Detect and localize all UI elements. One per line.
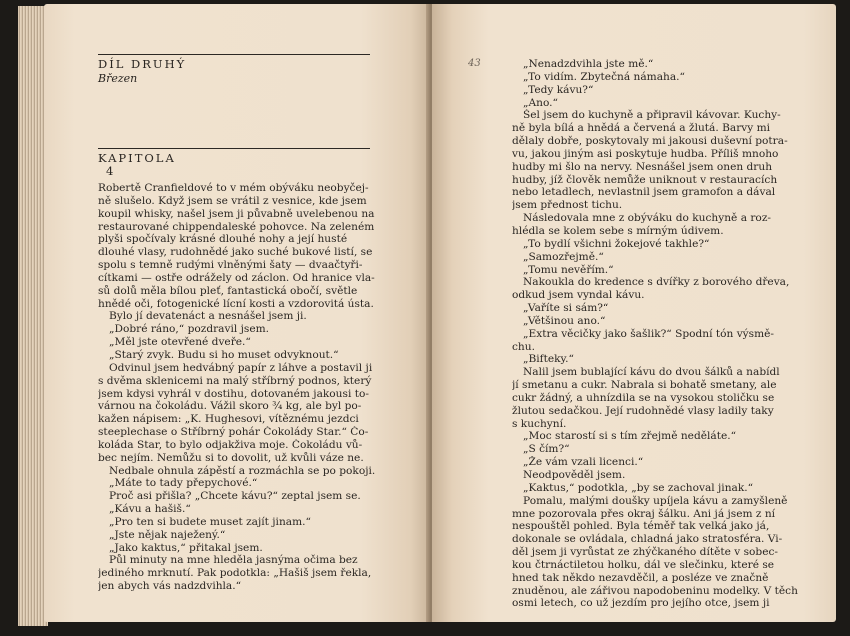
text-line: s kuchyní. (512, 417, 567, 430)
text-line: kou čtrnáctiletou holku, dál ve slečinku, které se (512, 558, 775, 571)
text-line: hnědé oči, fotogenické lícní kosti a vzdorovitá ústa. (98, 297, 374, 310)
right-body-text (512, 58, 812, 610)
text-line: znuděnou, ale zářivou napodobeninu modelky. V těch (512, 584, 798, 597)
text-line: „Ano.“ (523, 96, 558, 109)
text-line: „Kaktus,“ podotkla, „by se zachoval jinak.“ (523, 481, 754, 494)
text-line: Odvinul jsem hedvábný papír z láhve a postavil ji (109, 361, 373, 374)
text-line: „Vaříte si sám?“ (523, 302, 609, 315)
text-line: mne pozorovala přes okraj šálku. Ani já jsem z ní (512, 507, 776, 520)
text-line: „Bifteky.“ (523, 353, 574, 366)
text-line: „Samozřejmě.“ (523, 250, 604, 263)
left-body-text (98, 182, 420, 593)
text-line: Nedbale ohnula zápěstí a rozmáchla se po pokoji. (109, 464, 376, 477)
part-title: DÍL DRUHÝ (98, 57, 187, 71)
text-line: Pomalu, malými doušky upíjela kávu a zamyšleně (523, 494, 788, 507)
text-line: sů dolů měla bílou pleť, fantastická obočí, světle (98, 284, 358, 297)
chapter-number: 4 (106, 164, 114, 178)
text-line: Nakoukla do kredence s dvířky z borového dřeva, (523, 276, 790, 289)
text-line: hned tak někdo nezavděčil, a posléze ve značně (512, 571, 769, 584)
text-line: Neodpověděl jsem. (523, 469, 626, 481)
text-line: „Že vám vzali licenci.“ (523, 456, 644, 469)
text-line: odkud jsem vyndal kávu. (512, 289, 645, 302)
text-line: „Tedy kávu?“ (523, 83, 594, 96)
text-line: „Extra věcičky jako šašlik?“ Spodní tón výsmě- (523, 327, 774, 340)
text-line: ně slušelo. Když jsem se vrátil z vesnice, kde jsem (98, 194, 367, 207)
text-line: restaurované chippendaleské pohovce. Na zeleném (98, 220, 375, 233)
text-line: jí smetanu a cukr. Nabrala si bohatě smetany, ale (512, 379, 777, 392)
text-line: „Většinou ano.“ (523, 314, 606, 327)
text-line: „Nenadzdvihla jste mě.“ (523, 58, 654, 70)
page-number: 43 (468, 58, 481, 69)
text-line: „Máte to tady přepychové.“ (109, 477, 258, 490)
text-line: kažen nápisem: „K. Hughesovi, vítěznému jezdci (98, 413, 359, 426)
text-line: „Tomu nevěřím.“ (523, 263, 614, 276)
text-line: vu, jakou jiným asi poskytuje hudba. Příliš mnoho (512, 147, 779, 160)
text-line: „To bydlí všichni žokejové takhle?“ (523, 237, 710, 250)
text-line: hudby mi šlo na nervy. Nesnášel jsem onen druh (512, 160, 773, 173)
text-line: „Starý zvyk. Budu si ho muset odvyknout.“ (109, 348, 339, 361)
text-line: „S čím?“ (523, 443, 570, 456)
text-line: Šel jsem do kuchyně a připravil kávovar. Kuchy- (523, 109, 781, 122)
text-line: dlouhé vlasy, rudohnědé jako suché bukové listí, se (98, 246, 373, 259)
text-line: „Jste nějak naježený.“ (109, 528, 226, 541)
text-line: žlutou sedačkou. Její rudohnědé vlasy ladily taky (512, 404, 774, 417)
text-line: várnou na čokoládu. Vážil skoro ¾ kg, ale byl po- (98, 400, 362, 413)
text-line: steeplechase o Stříbrný pohár Čokolády Star.“ Čo- (98, 426, 369, 439)
text-line: s dvěma sklenicemi na malý stříbrný podnos, který (98, 374, 372, 387)
left-page (44, 4, 430, 622)
text-line: chu. (512, 340, 535, 353)
text-line: dokonale se ovládala, chladná jako stratosféra. Vi- (512, 533, 783, 546)
text-line: jediného mrknutí. Pak podotkla: „Hašiš jsem řekla, (98, 567, 372, 580)
text-line: koupil whisky, našel jsem ji půvabně uvelebenou na (98, 207, 375, 220)
chapter-label: KAPITOLA (98, 151, 176, 165)
text-line: „Dobré ráno,“ pozdravil jsem. (109, 323, 270, 336)
text-line: ně byla bílá a hnědá a červená a žlutá. Barvy mi (512, 122, 771, 135)
text-line: „Jako kaktus,“ přitakal jsem. (109, 541, 263, 554)
text-line: Bylo jí devatenáct a nesnášel jsem ji. (109, 310, 307, 323)
text-line: bec nejím. Nemůžu si to dovolit, už kvůli váze ne. (98, 451, 364, 464)
text-line: Robertě Cranfieldové to v mém obýváku neobyčej- (98, 182, 369, 194)
month-subtitle: Březen (98, 72, 138, 85)
text-line: cítkami — ostře odrážely od záclon. Od hranice vla- (98, 271, 375, 284)
text-line: dělaly dobře, poskytovaly mi jakousi duševní potra- (512, 135, 788, 148)
text-line: spolu s temně rudými vlněnými šaty — dvaačtyři- (98, 259, 363, 272)
text-line: Proč asi přišla? „Chcete kávu?“ zeptal jsem se. (109, 490, 361, 503)
text-line: plyši spočívaly krásné dlouhé nohy a její husté (98, 233, 348, 246)
text-line: nespouštěl pohled. Byla téměř tak velká jako já, (512, 520, 770, 533)
right-page (432, 4, 836, 622)
text-line: Půl minuty na mne hleděla jasnýma očima bez (109, 554, 358, 567)
text-line: osmi letech, co už jezdím pro jejího otce, jsem ji (512, 597, 770, 610)
text-line: „Pro ten si budete muset zajít jinam.“ (109, 515, 311, 528)
text-line: Nalil jsem bublající kávu do dvou šálků a nabídl (523, 366, 780, 379)
text-line: děl jsem ji vyrůstat ze zhýčkaného dítěte v sobec- (512, 546, 778, 559)
text-line: „Moc starostí si s tím zřejmě neděláte.“ (523, 430, 737, 443)
text-line: jsem kdysi vyhrál v dostihu, dotovaném jakousi to- (98, 387, 369, 400)
text-line: „Kávu a hašiš.“ (109, 503, 191, 516)
text-line: cukr žádný, a uhnízdila se na vysokou stoličku se (512, 391, 775, 404)
text-line: nebo letadlech, nevlastnil jsem gramofon a dával (512, 186, 776, 199)
text-line: „To vidím. Zbytečná námaha.“ (523, 70, 685, 83)
text-line: koláda Star, to bylo odjakživa moje. Čokoládu vů- (98, 438, 363, 451)
text-line: jsem přednost tichu. (512, 199, 623, 212)
text-line: hudby, jíž člověk nemůže uniknout v restauracích (512, 173, 778, 186)
text-line: hlédla se kolem sebe s mírným údivem. (512, 224, 724, 237)
text-line: Následovala mne z obýváku do kuchyně a roz- (523, 212, 771, 225)
part-rule (98, 54, 370, 55)
text-line: jen abych vás nadzdvihla.“ (98, 580, 242, 593)
chapter-rule (98, 148, 370, 149)
text-line: „Měl jste otevřené dveře.“ (109, 336, 251, 349)
